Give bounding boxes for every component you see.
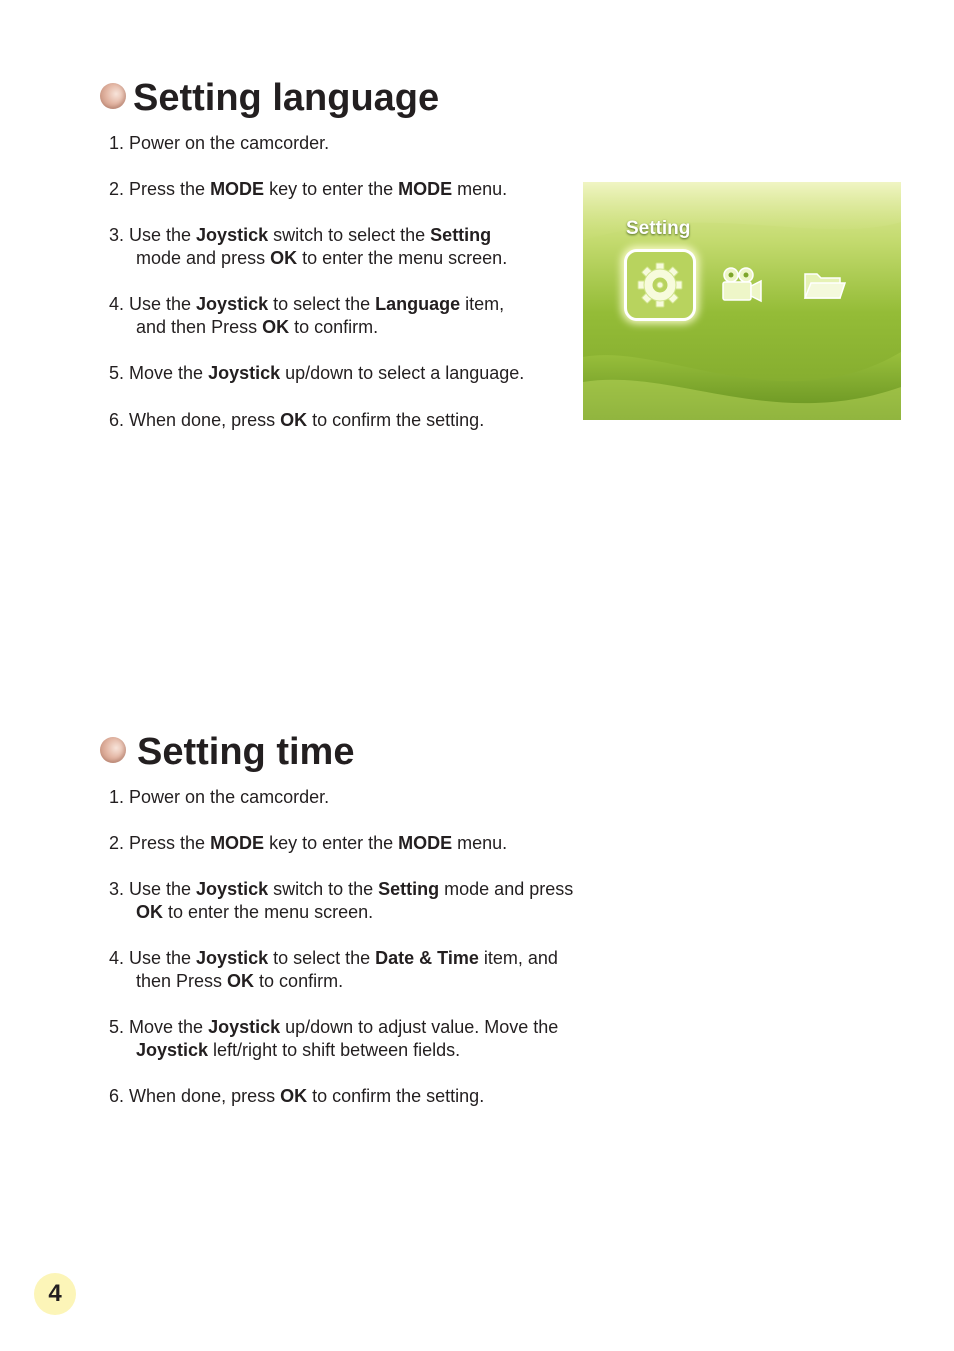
step-line [109, 1016, 558, 1039]
step-6 [109, 1085, 484, 1108]
heading-bullet-icon [100, 737, 126, 763]
step-line-continued [109, 316, 504, 339]
bold-term: Joystick [196, 294, 269, 314]
step-text: 6. When done, press [109, 1086, 281, 1106]
step-text: mode and press [439, 879, 574, 899]
step-5 [109, 362, 524, 385]
step-line [109, 178, 507, 201]
step-text: to confirm the setting. [307, 410, 485, 430]
step-text: to select the [268, 294, 376, 314]
step-text: up/down to adjust value. Move the [280, 1017, 559, 1037]
step-line [109, 832, 507, 855]
bold-term: Joystick [196, 879, 269, 899]
step-1 [109, 132, 329, 155]
bold-term: Joystick [196, 948, 269, 968]
bold-term: Date & Time [375, 948, 479, 968]
bold-term: MODE [398, 833, 453, 853]
step-5 [109, 1016, 558, 1062]
bold-term: OK [270, 248, 298, 268]
step-text: to confirm. [254, 971, 344, 991]
step-line-continued [109, 901, 573, 924]
step-text: then Press [136, 971, 228, 991]
bold-term: MODE [210, 833, 265, 853]
step-text: key to enter the [264, 179, 399, 199]
step-line-continued [109, 1039, 558, 1062]
step-text: item, and [478, 948, 558, 968]
step-text: 4. Use the [109, 948, 197, 968]
step-text: item, [460, 294, 505, 314]
step-line [109, 1085, 484, 1108]
step-6 [109, 409, 484, 432]
step-text: to enter the menu screen. [163, 902, 374, 922]
step-text: 2. Press the [109, 833, 211, 853]
bold-term: Setting [378, 879, 440, 899]
step-text: menu. [452, 179, 508, 199]
heading-bullet-icon [100, 83, 126, 109]
step-text: to confirm. [289, 317, 379, 337]
bold-term: OK [262, 317, 290, 337]
movie-camera-icon [719, 266, 763, 306]
setting-mode-button[interactable] [624, 249, 696, 321]
bold-term: Joystick [196, 225, 269, 245]
step-text: menu. [452, 833, 508, 853]
step-3 [109, 224, 507, 270]
video-mode-button[interactable] [719, 266, 763, 306]
camcorder-mode-screen [583, 182, 901, 420]
section-title: Setting time [137, 731, 355, 773]
step-text: 3. Use the [109, 225, 197, 245]
section-title: Setting language [133, 77, 440, 119]
bold-term: Joystick [208, 363, 281, 383]
step-4 [109, 293, 504, 339]
bold-term: OK [280, 410, 308, 430]
step-1 [109, 786, 329, 809]
step-text: left/right to shift between fields. [208, 1040, 461, 1060]
step-text: to enter the menu screen. [297, 248, 508, 268]
bold-term: Joystick [136, 1040, 209, 1060]
step-text: up/down to select a language. [280, 363, 525, 383]
step-3 [109, 878, 573, 924]
step-line [109, 132, 329, 155]
step-text: key to enter the [264, 833, 399, 853]
bold-term: Joystick [208, 1017, 281, 1037]
bold-term: MODE [398, 179, 453, 199]
step-text: mode and press [136, 248, 271, 268]
bold-term: OK [280, 1086, 308, 1106]
step-line [109, 293, 504, 316]
gear-icon [627, 252, 693, 318]
step-line [109, 362, 524, 385]
step-text: 5. Move the [109, 363, 209, 383]
screen-title: Setting [626, 218, 691, 239]
step-text: 3. Use the [109, 879, 197, 899]
step-4 [109, 947, 558, 993]
step-line-continued [109, 247, 507, 270]
bold-term: Setting [430, 225, 492, 245]
step-text: and then Press [136, 317, 263, 337]
bold-term: OK [227, 971, 255, 991]
step-text: switch to select the [268, 225, 431, 245]
step-text: to select the [268, 948, 376, 968]
step-line [109, 409, 484, 432]
step-line [109, 224, 507, 247]
step-text: 4. Use the [109, 294, 197, 314]
step-2 [109, 178, 507, 201]
bold-term: MODE [210, 179, 265, 199]
step-text: 5. Move the [109, 1017, 209, 1037]
bold-term: OK [136, 902, 163, 922]
step-text: 6. When done, press [109, 410, 281, 430]
playback-mode-button[interactable] [802, 268, 846, 304]
step-line [109, 786, 329, 809]
step-line [109, 947, 558, 970]
step-text: 1. Power on the camcorder. [109, 133, 330, 153]
step-text: switch to the [268, 879, 379, 899]
step-text: 2. Press the [109, 179, 211, 199]
step-line [109, 878, 573, 901]
step-2 [109, 832, 507, 855]
step-line-continued [109, 970, 558, 993]
folder-icon [802, 268, 846, 304]
page-number: 4 [34, 1273, 76, 1315]
bold-term: Language [375, 294, 461, 314]
step-text: to confirm the setting. [307, 1086, 485, 1106]
step-text: 1. Power on the camcorder. [109, 787, 330, 807]
